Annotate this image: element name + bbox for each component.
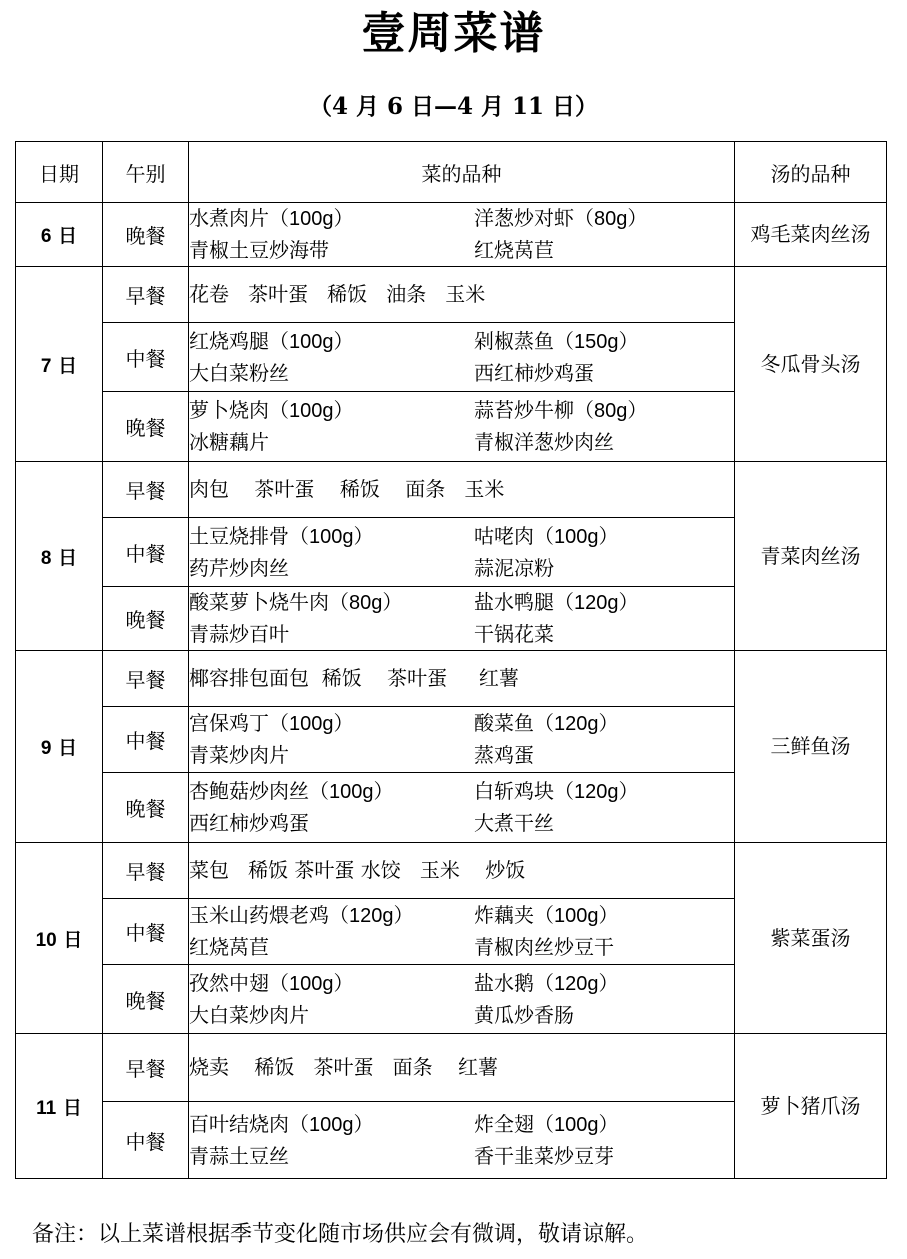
dish-list bbox=[189, 900, 734, 963]
menu-row bbox=[16, 843, 887, 899]
breakfast-items: 椰容排包面包 稀饭 茶叶蛋 红薯 bbox=[189, 666, 519, 690]
dish-item: 青菜炒肉片 bbox=[189, 743, 289, 767]
dish-item: 炸藕夹（100g） bbox=[474, 903, 619, 927]
dishes-cell bbox=[189, 707, 735, 773]
meal-cell: 早餐 bbox=[103, 1034, 189, 1102]
soup-cell: 冬瓜骨头汤 bbox=[735, 267, 887, 462]
meal-cell: 晚餐 bbox=[103, 965, 189, 1034]
day-cell: 10 日 bbox=[16, 843, 103, 1034]
dish-item: 杏鲍菇炒肉丝（100g） bbox=[189, 779, 394, 803]
dish-item: 大白菜炒肉片 bbox=[189, 1002, 309, 1027]
menu-row bbox=[16, 651, 887, 707]
dish-item: 蒜苔炒牛柳（80g） bbox=[474, 398, 648, 422]
meal-cell: 中餐 bbox=[103, 707, 189, 773]
dish-list bbox=[189, 203, 734, 266]
dish-item: 白斩鸡块（120g） bbox=[474, 779, 639, 803]
dish-item: 干锅花菜 bbox=[474, 622, 554, 646]
dishes-cell bbox=[189, 587, 735, 651]
dish-item: 蒸鸡蛋 bbox=[474, 743, 534, 767]
dishes-cell bbox=[189, 651, 735, 707]
dish-item: 药芹炒肉丝 bbox=[189, 555, 289, 580]
dishes-cell bbox=[189, 323, 735, 392]
dish-item: 青椒洋葱炒肉丝 bbox=[474, 430, 614, 454]
dishes-cell bbox=[189, 203, 735, 267]
meal-cell: 中餐 bbox=[103, 1102, 189, 1179]
dishes-cell bbox=[189, 1034, 735, 1102]
dish-list bbox=[189, 395, 734, 458]
dishes-cell bbox=[189, 843, 735, 899]
dish-list bbox=[189, 708, 734, 771]
soup-cell: 三鲜鱼汤 bbox=[735, 651, 887, 843]
dish-item: 红烧莴苣 bbox=[189, 935, 269, 959]
meal-cell: 早餐 bbox=[103, 462, 189, 518]
dishes-cell bbox=[189, 462, 735, 518]
dish-item: 剁椒蒸鱼（150g） bbox=[474, 328, 639, 353]
dishes-cell bbox=[189, 965, 735, 1034]
dish-item: 洋葱炒对虾（80g） bbox=[474, 206, 648, 230]
breakfast-items: 花卷 茶叶蛋 稀饭 油条 玉米 bbox=[189, 282, 486, 306]
dish-item: 大白菜粉丝 bbox=[189, 360, 289, 385]
meal-cell: 晚餐 bbox=[103, 392, 189, 462]
breakfast-items: 菜包 稀饭 茶叶蛋 水饺 玉米 炒饭 bbox=[189, 858, 526, 882]
dish-item: 香干韭菜炒豆芽 bbox=[474, 1143, 614, 1168]
dish-item: 冰糖藕片 bbox=[189, 430, 269, 454]
dish-item: 西红柿炒鸡蛋 bbox=[474, 360, 594, 385]
dishes-cell bbox=[189, 773, 735, 843]
dishes-cell bbox=[189, 267, 735, 323]
dishes-cell bbox=[189, 899, 735, 965]
soup-cell: 鸡毛菜肉丝汤 bbox=[735, 203, 887, 267]
dish-item: 盐水鸭腿（120g） bbox=[474, 590, 639, 614]
breakfast-items: 肉包 茶叶蛋 稀饭 面条 玉米 bbox=[189, 477, 505, 501]
dish-item: 土豆烧排骨（100g） bbox=[189, 523, 374, 548]
dish-list bbox=[189, 968, 734, 1031]
dish-item: 黄瓜炒香肠 bbox=[474, 1002, 574, 1027]
dish-item: 青椒土豆炒海带 bbox=[189, 238, 329, 262]
menu-row bbox=[16, 462, 887, 518]
dish-item: 红烧鸡腿（100g） bbox=[189, 328, 354, 353]
meal-cell: 晚餐 bbox=[103, 203, 189, 267]
meal-cell: 早餐 bbox=[103, 843, 189, 899]
meal-cell: 晚餐 bbox=[103, 773, 189, 843]
soup-cell: 紫菜蛋汤 bbox=[735, 843, 887, 1034]
menu-title: 壹周菜谱 bbox=[361, 8, 546, 59]
dishes-cell bbox=[189, 1102, 735, 1179]
dish-item: 蒜泥凉粉 bbox=[474, 555, 554, 580]
dish-item: 玉米山药煨老鸡（120g） bbox=[189, 903, 414, 927]
dish-item: 盐水鹅（120g） bbox=[474, 970, 619, 995]
dish-item: 宫保鸡丁（100g） bbox=[189, 711, 354, 735]
day-cell: 8 日 bbox=[16, 462, 103, 651]
dish-item: 青蒜炒百叶 bbox=[189, 622, 289, 646]
meal-cell: 早餐 bbox=[103, 267, 189, 323]
dish-item: 青蒜土豆丝 bbox=[189, 1143, 289, 1168]
dish-item: 大煮干丝 bbox=[474, 811, 554, 835]
footnote: 备注：以上菜谱根据季节变化随市场供应会有微调，敬请谅解。 bbox=[32, 1222, 649, 1247]
day-cell: 7 日 bbox=[16, 267, 103, 462]
dish-item: 红烧莴苣 bbox=[474, 238, 554, 262]
dishes-cell bbox=[189, 518, 735, 587]
weekly-menu-table bbox=[15, 141, 887, 1179]
day-cell: 6 日 bbox=[16, 203, 103, 267]
dish-list bbox=[189, 326, 734, 389]
header-meal: 午别 bbox=[103, 142, 189, 203]
dish-item: 萝卜烧肉（100g） bbox=[189, 398, 354, 422]
header-dishes: 菜的品种 bbox=[189, 142, 735, 203]
dish-item: 西红柿炒鸡蛋 bbox=[189, 811, 309, 835]
dish-item: 酸菜萝卜烧牛肉（80g） bbox=[189, 590, 403, 614]
day-cell: 9 日 bbox=[16, 651, 103, 843]
header-row bbox=[16, 142, 887, 203]
header-date: 日期 bbox=[16, 142, 103, 203]
dish-list bbox=[189, 587, 734, 650]
meal-cell: 晚餐 bbox=[103, 587, 189, 651]
menu-row bbox=[16, 267, 887, 323]
meal-cell: 中餐 bbox=[103, 323, 189, 392]
meal-cell: 中餐 bbox=[103, 518, 189, 587]
breakfast-items: 烧卖 稀饭 茶叶蛋 面条 红薯 bbox=[189, 1055, 499, 1079]
date-range: （4 月 6 日—4 月 11 日） bbox=[308, 93, 599, 120]
dish-item: 酸菜鱼（120g） bbox=[474, 711, 619, 735]
meal-cell: 中餐 bbox=[103, 899, 189, 965]
dish-list bbox=[189, 521, 734, 584]
menu-row bbox=[16, 203, 887, 267]
soup-cell: 青菜肉丝汤 bbox=[735, 462, 887, 651]
dish-list bbox=[189, 776, 734, 839]
dish-list bbox=[189, 1109, 734, 1172]
dish-item: 炸全翅（100g） bbox=[474, 1111, 619, 1136]
header-soup: 汤的品种 bbox=[735, 142, 887, 203]
dish-item: 青椒肉丝炒豆干 bbox=[474, 935, 614, 959]
meal-cell: 早餐 bbox=[103, 651, 189, 707]
dish-item: 百叶结烧肉（100g） bbox=[189, 1111, 374, 1136]
soup-cell: 萝卜猪爪汤 bbox=[735, 1034, 887, 1179]
menu-row bbox=[16, 1034, 887, 1102]
dishes-cell bbox=[189, 392, 735, 462]
day-cell: 11 日 bbox=[16, 1034, 103, 1179]
dish-item: 水煮肉片（100g） bbox=[189, 206, 354, 230]
dish-item: 孜然中翅（100g） bbox=[189, 970, 354, 995]
dish-item: 咕咾肉（100g） bbox=[474, 523, 619, 548]
